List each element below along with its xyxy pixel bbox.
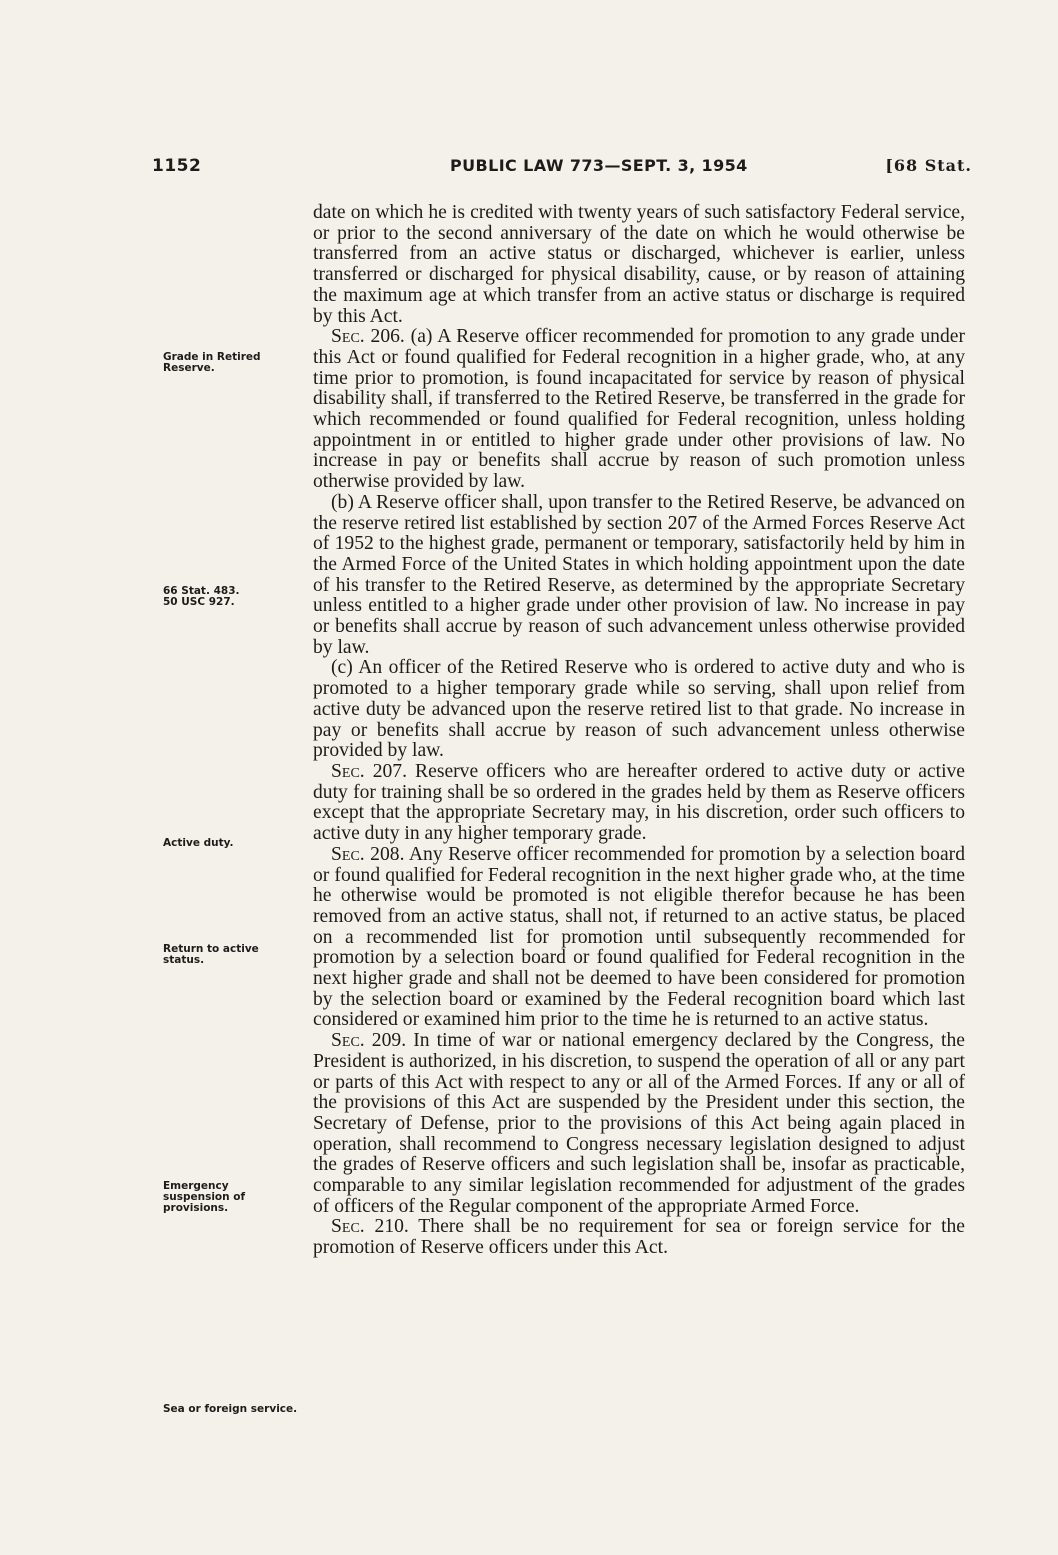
margin-note-citation: 66 Stat. 483. 50 USC 927. [163, 585, 240, 608]
margin-note-emergency: Emergency suspension of provisions. [163, 1180, 246, 1214]
margin-note-sea-foreign: Sea or foreign service. [163, 1403, 298, 1415]
section-label: Sec. 210. [331, 1216, 409, 1238]
paragraph: Sec. 206. (a) A Reserve officer recommended for promotion to any grade under this Act or found qualified for Federal recognition in a higher grade, who, at any time prior to promotion, is found incapacitated for service by reason of physical disability shall, if transferred to the Retired Reserve, be transferred in the grade for which recommended or found qualified for Federal recognition, unless holding appointment in or entitled to higher grade under other provisions of law. No increase in pay or benefits shall accrue by reason of such promotion unless otherwise provided by law. [313, 326, 965, 493]
paragraph: Sec. 209. In time of war or national emergency declared by the Congress, the President is authorized, in his discretion, to suspend the operation of all or any part or parts of this Act with respect to any or all of the Armed Forces. If any or all of the provisions of this Act are suspended by the President under this section, the Secretary of Defense, prior to the provisions of this Act being again placed in operation, shall recommend to Congress necessary legislation designed to adjust the grades of Reserve officers and such legislation shall be, insofar as practicable, comparable to any similar legislation recommended for adjustment of the grades of officers of the Regular component of the appropriate Armed Force. [313, 1030, 965, 1217]
paragraph: Sec. 207. Reserve officers who are hereafter ordered to active duty or active duty for training shall be so ordered in the grades held by them as Reserve officers except that the appropriate Secretary may, in his discretion, order such officers to active duty in any higher temporary grade. [313, 760, 966, 845]
volume-reference: [68 Stat. [885, 156, 972, 175]
page-number: 1152 [152, 156, 202, 176]
section-label: Sec. 208. [331, 843, 405, 865]
running-title: PUBLIC LAW 773—SEPT. 3, 1954 [450, 156, 748, 175]
margin-note-return-active: Return to active status. [163, 943, 259, 966]
section-label: Sec. 209. [331, 1030, 407, 1052]
paragraph: (c) An officer of the Retired Reserve who is ordered to active duty and who is promoted to a higher temporary grade while so serving, shall upon relief from active duty be advanced upon the reserve retired list to that grade. No increase in pay or benefits shall accrue by reason of such advancement unless otherwise provided by law. [313, 657, 965, 762]
section-label: Sec. 206. [331, 326, 405, 348]
section-label: Sec. 207. [331, 760, 408, 782]
page-header [152, 156, 972, 186]
margin-note-active-duty: Active duty. [163, 837, 234, 849]
paragraph: date on which he is credited with twenty years of such satisfactory Federal service, or prior to the second anniversary of the date on which he would otherwise be transferred from an active status or discharged, whichever is earlier, unless transferred or discharged for physical disability, cause, or by reason of attaining the maximum age at which transfer from an active status or discharge is required by this Act. [313, 202, 965, 327]
body-text [313, 203, 965, 1259]
paragraph: (b) A Reserve officer shall, upon transfer to the Retired Reserve, be advanced on the reserve retired list established by section 207 of the Armed Forces Reserve Act of 1952 to the highest grade, permanent or temporary, satisfactorily held by him in the Armed Force of the United States in which holding appointment upon the date of his transfer to the Retired Reserve, as determined by the appropriate Secretary unless entitled to a higher grade under other provision of law. No increase in pay or benefits shall accrue by reason of such advancement unless otherwise provided by law. [313, 491, 965, 658]
margin-note-grade-retired: Grade in Retired Reserve. [163, 351, 261, 374]
paragraph: Sec. 208. Any Reserve officer recommended for promotion by a selection board or found qualified for Federal recognition in the next higher grade who, at the time he otherwise would be promoted is not eligible therefor because he has been removed from an active status, shall not, if returned to an active status, be placed on a recommended list for promotion until subsequently recommended for promotion by a selection board or found qualified for Federal recognition in the next higher grade and shall not be deemed to have been considered for promotion by the selection board or examined by the Federal recognition board which last considered or examined him prior to the time he is returned to an active status. [313, 843, 965, 1031]
paragraph: Sec. 210. There shall be no requirement for sea or foreign service for the promotion of Reserve officers under this Act. [313, 1216, 966, 1259]
